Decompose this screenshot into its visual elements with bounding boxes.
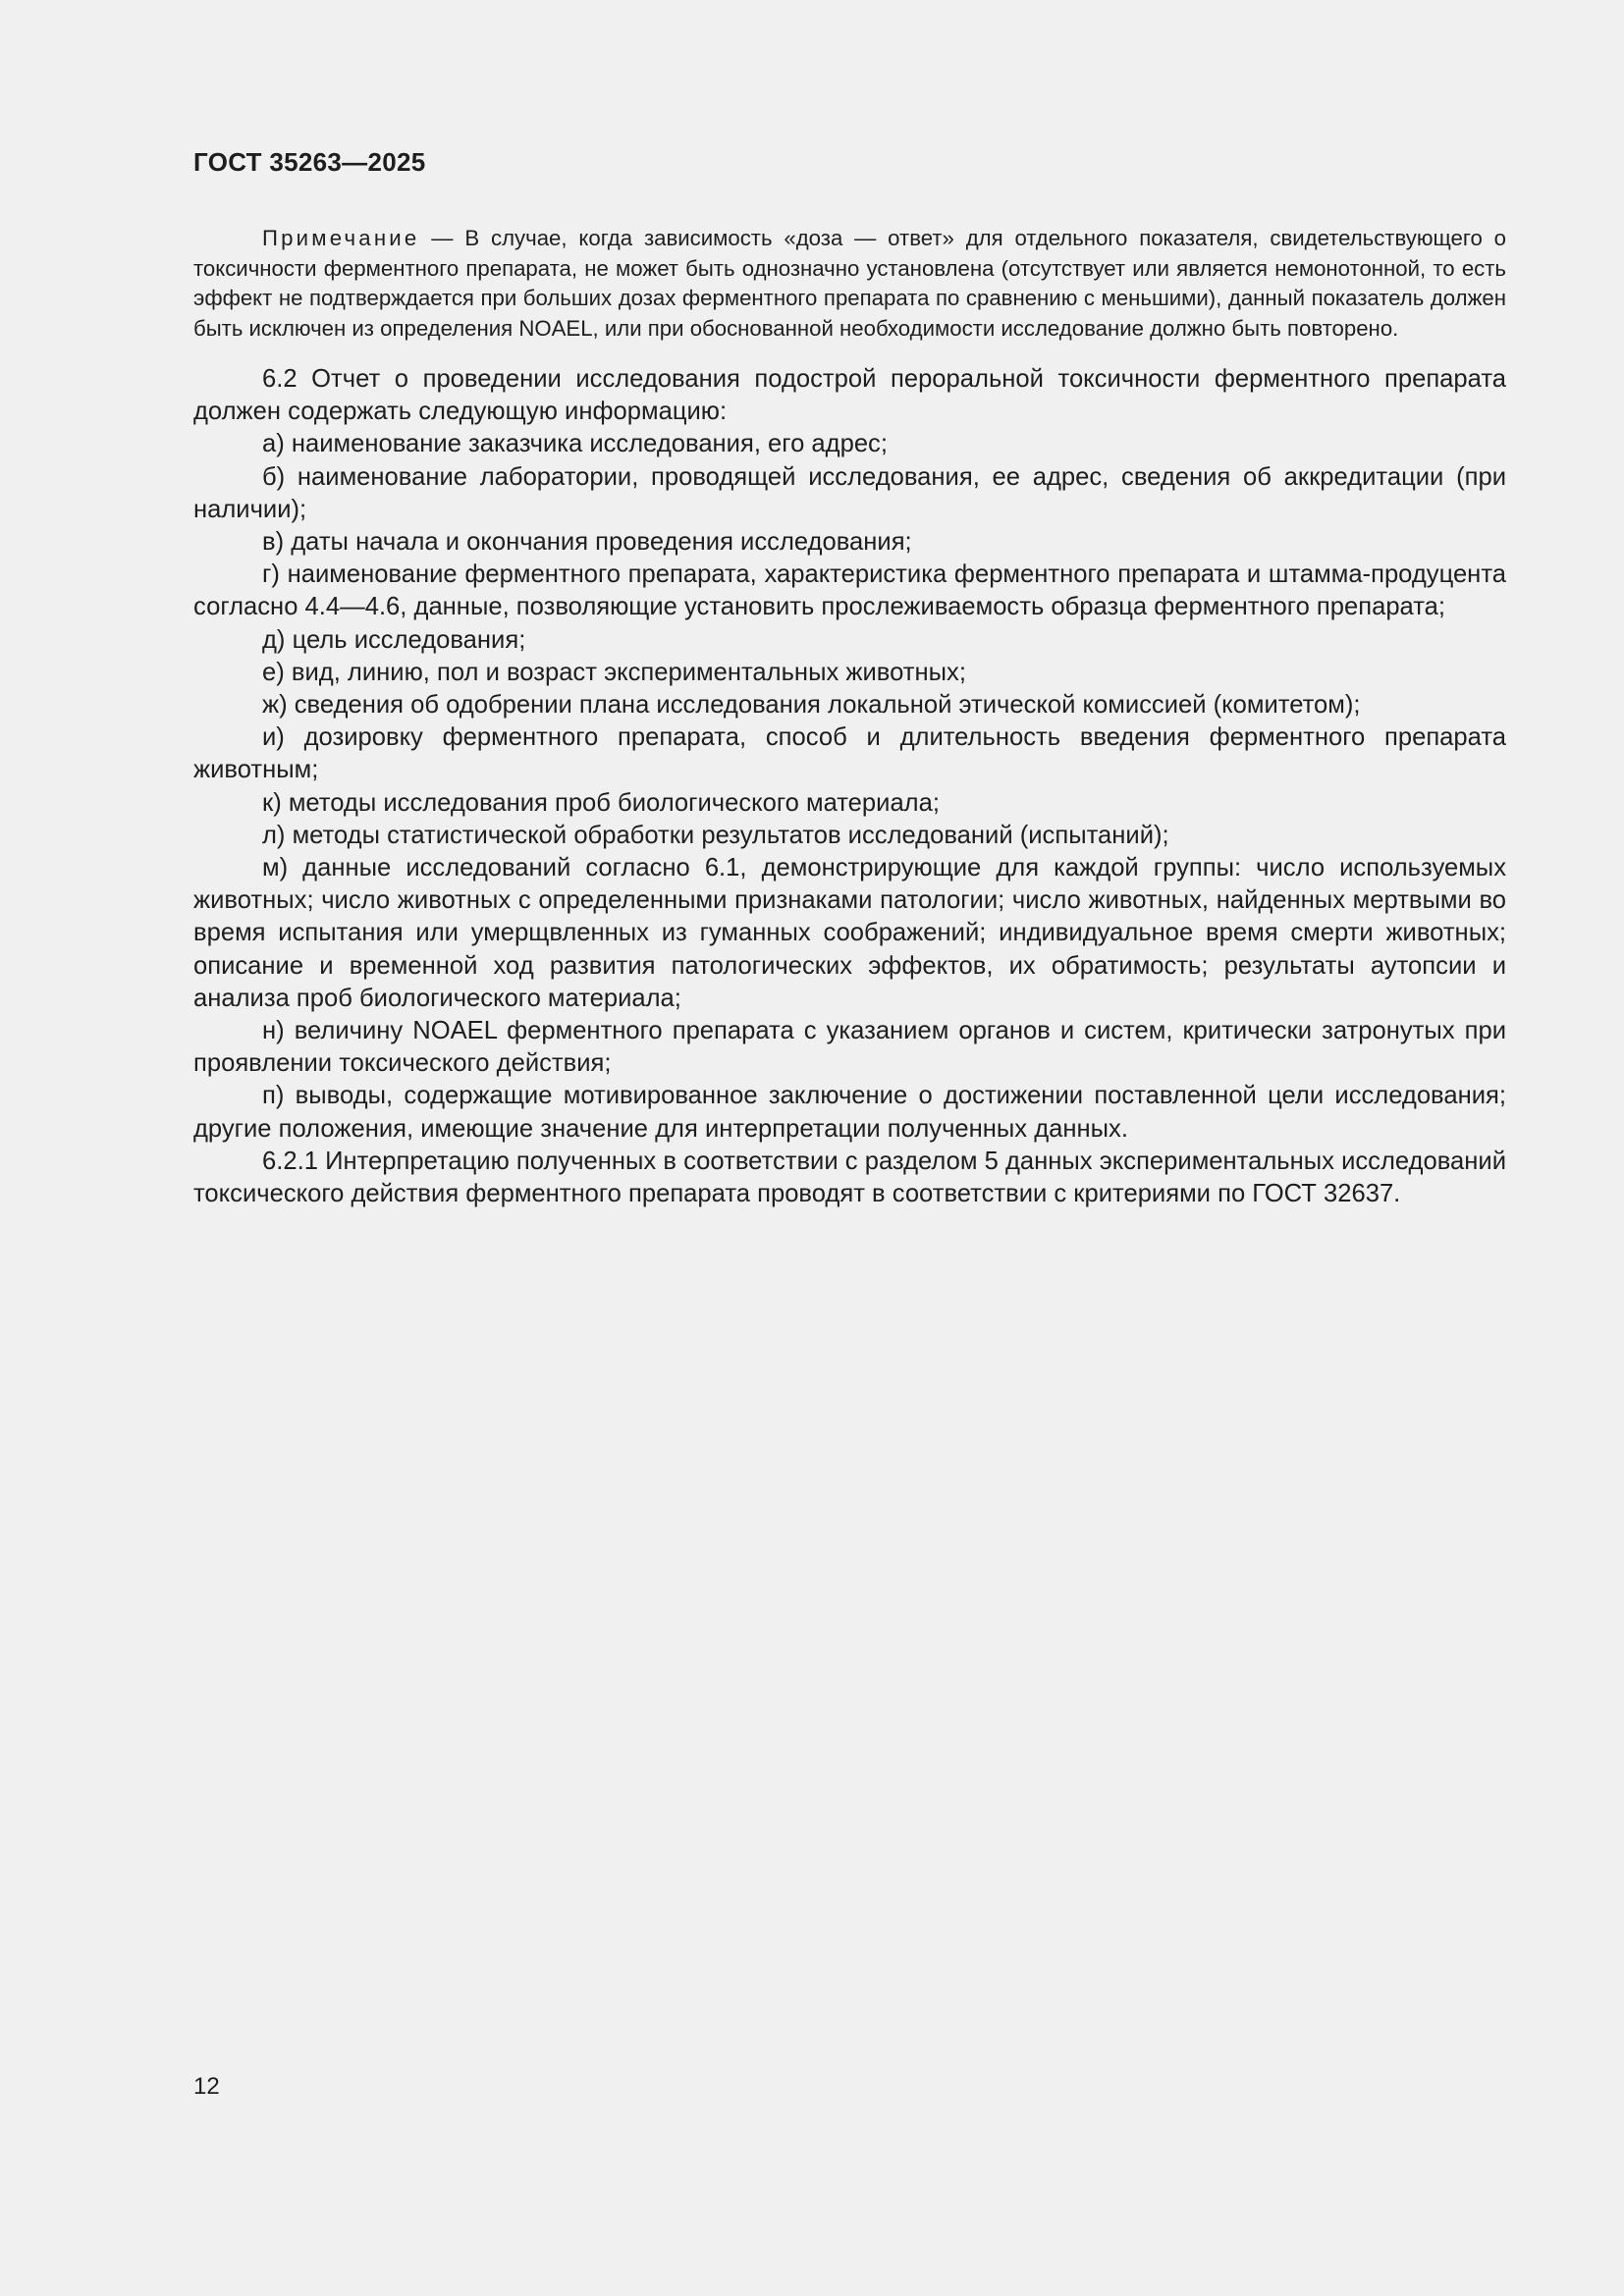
note-paragraph — [193, 224, 1506, 344]
list-item-e: е) вид, линию, пол и возраст экспериментальных животных; — [262, 658, 966, 686]
list-item-m: м) данные исследований согласно 6.1, демонстрирующие для каждой группы: число используемых животных; число животных с определенными признаками патологии; число животных, найденных мертвыми во время испытания или умерщвленных из гуманных соображений; индивидуальное время смерти животных; описание и временной ход развития патологических эффектов, их обратимость; результаты аутопсии и анализа проб биологического материала; — [193, 854, 1506, 1012]
list-item-i: и) дозировку ферментного препарата, способ и длительность введения ферментного препарата животным; — [193, 723, 1506, 784]
list-item-k: к) методы исследования проб биологического материала; — [262, 788, 940, 817]
list-item-b: б) наименование лаборатории, проводящей исследования, ее адрес, сведения об аккредитации (при наличии); — [193, 462, 1506, 523]
document-header: ГОСТ 35263—2025 — [193, 147, 426, 177]
list-item-a: а) наименование заказчика исследования, его адрес; — [262, 430, 888, 458]
paragraph-6-2: 6.2 Отчет о проведении исследования подострой пероральной токсичности ферментного препарата должен содержать следующую информацию: — [193, 365, 1506, 426]
page-number: 12 — [193, 2073, 220, 2100]
list-item-d: д) цель исследования; — [262, 625, 526, 654]
list-item-n: н) величину NOAEL ферментного препарата с указанием органов и систем, критически затронутых при проявлении токсического действия; — [193, 1017, 1506, 1078]
list-item-zh: ж) сведения об одобрении плана исследования локальной этической комиссией (комитетом); — [262, 691, 1361, 720]
list-item-l: л) методы статистической обработки результатов исследований (испытаний); — [262, 821, 1169, 849]
paragraph-6-2-1: 6.2.1 Интерпретацию полученных в соответствии с разделом 5 данных экспериментальных исследований токсического действия ферментного препарата проводят в соответствии с критериями по ГОСТ 32637. — [193, 1147, 1506, 1208]
note-text: — В случае, когда зависимость «доза — ответ» для отдельного показателя, свидетельствующего о токсичности ферментного препарата, не может быть однозначно установлена (отсутствует или является немонотонной, то есть эффект не подтверждается при больших дозах ферментного препарата по сравнению с меньшими), данный показатель должен быть исключен из определения NOAEL, или при обоснованной необходимости исследование должно быть повторено. — [193, 226, 1506, 341]
note-label: Примечание — [262, 226, 420, 250]
main-text — [193, 363, 1506, 1210]
list-item-p: п) выводы, содержащие мотивированное заключение о достижении поставленной цели исследования; другие положения, имеющие значение для интерпретации полученных данных. — [193, 1082, 1506, 1143]
list-item-v: в) даты начала и окончания проведения исследования; — [262, 528, 912, 557]
list-item-g: г) наименование ферментного препарата, характеристика ферментного препарата и штамма-продуцента согласно 4.4—4.6, данные, позволяющие установить прослеживаемость образца ферментного препарата; — [193, 561, 1506, 621]
page-content — [193, 224, 1506, 1210]
